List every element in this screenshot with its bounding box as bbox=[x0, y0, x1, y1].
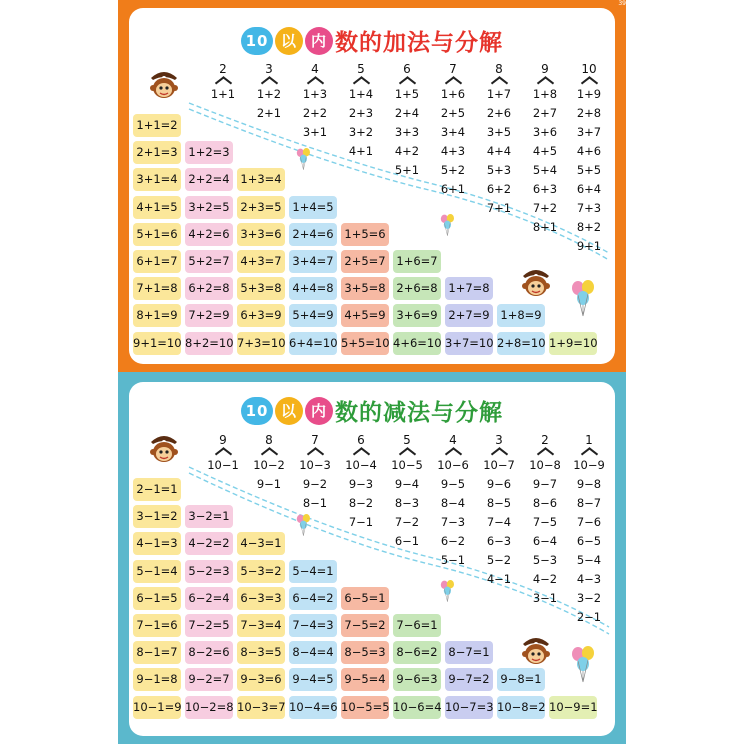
addition-poster bbox=[118, 0, 626, 372]
decomposition-item: 3+7 bbox=[576, 125, 602, 139]
equation-cell: 1+7=8 bbox=[445, 277, 493, 300]
equation-cell: 6+3=9 bbox=[237, 304, 285, 327]
decomposition-item: 2−1 bbox=[576, 610, 602, 624]
equation-cell: 4+2=6 bbox=[185, 223, 233, 246]
subtraction-sheet bbox=[129, 382, 615, 736]
subtraction-title bbox=[129, 394, 615, 427]
fork-line bbox=[249, 447, 289, 456]
decomposition-item: 4+3 bbox=[440, 144, 466, 158]
decomposition-number: 3 bbox=[265, 62, 273, 76]
decomposition-item: 7+1 bbox=[486, 201, 512, 215]
decomposition-item: 6+1 bbox=[440, 182, 466, 196]
equation-cell: 3+1=4 bbox=[133, 168, 181, 191]
title-yi-badge: 以 bbox=[275, 397, 303, 425]
equation-cell: 6+4=10 bbox=[289, 332, 337, 355]
decomposition-item: 1+6 bbox=[440, 87, 466, 101]
decomposition-item: 2+1 bbox=[256, 106, 282, 120]
title-nei-badge: 内 bbox=[305, 397, 333, 425]
decomposition-item: 2+3 bbox=[348, 106, 374, 120]
addition-sheet bbox=[129, 8, 615, 364]
equation-cell: 10−4=6 bbox=[289, 696, 337, 719]
decomposition-item: 7−5 bbox=[532, 515, 558, 529]
decomposition-number: 5 bbox=[357, 62, 365, 76]
equation-cell: 1+9=10 bbox=[549, 332, 597, 355]
equation-cell: 8+2=10 bbox=[185, 332, 233, 355]
equation-cell: 3+7=10 bbox=[445, 332, 493, 355]
equation-cell: 3−1=2 bbox=[133, 505, 181, 528]
decomposition-item: 1+1 bbox=[210, 87, 236, 101]
decomposition-item: 1+7 bbox=[486, 87, 512, 101]
equation-cell: 9−6=3 bbox=[393, 668, 441, 691]
decomposition-item: 1+2 bbox=[256, 87, 282, 101]
decomposition-column bbox=[433, 63, 473, 199]
decomposition-column bbox=[387, 434, 427, 551]
decomposition-number: 6 bbox=[357, 433, 365, 447]
equation-cell: 3+3=6 bbox=[237, 223, 285, 246]
monkey-pirate-icon bbox=[521, 266, 551, 302]
equation-cell: 4+3=7 bbox=[237, 250, 285, 273]
equation-cell: 4−1=3 bbox=[133, 532, 181, 555]
decomposition-number: 6 bbox=[403, 62, 411, 76]
equation-cell: 6+1=7 bbox=[133, 250, 181, 273]
decomposition-item: 6+3 bbox=[532, 182, 558, 196]
decomposition-column bbox=[341, 434, 381, 532]
decomposition-item: 4+1 bbox=[348, 144, 374, 158]
decomposition-item: 3+3 bbox=[394, 125, 420, 139]
equation-cell: 5+4=9 bbox=[289, 304, 337, 327]
fork-line bbox=[479, 447, 519, 456]
page-number: 39 bbox=[618, 0, 626, 7]
equation-cell: 1+2=3 bbox=[185, 141, 233, 164]
fork-line bbox=[203, 76, 243, 85]
decomposition-item: 8−2 bbox=[348, 496, 374, 510]
equation-cell: 5−1=4 bbox=[133, 560, 181, 583]
decomposition-item: 3+2 bbox=[348, 125, 374, 139]
fork-line bbox=[525, 447, 565, 456]
equation-cell: 5−3=2 bbox=[237, 560, 285, 583]
decomposition-column bbox=[295, 434, 335, 513]
decomposition-column bbox=[341, 63, 381, 161]
equation-cell: 9−3=6 bbox=[237, 668, 285, 691]
decomposition-column bbox=[249, 63, 289, 123]
decomposition-item: 1+8 bbox=[532, 87, 558, 101]
equation-cell: 10−7=3 bbox=[445, 696, 493, 719]
fork-line bbox=[341, 76, 381, 85]
decomposition-item: 9−4 bbox=[394, 477, 420, 491]
decomposition-column bbox=[569, 63, 609, 256]
decomposition-item: 3+6 bbox=[532, 125, 558, 139]
equation-cell: 6−1=5 bbox=[133, 587, 181, 610]
decomposition-number: 8 bbox=[495, 62, 503, 76]
equation-cell: 6−2=4 bbox=[185, 587, 233, 610]
equation-cell: 7−2=5 bbox=[185, 614, 233, 637]
decomposition-item: 9−2 bbox=[302, 477, 328, 491]
equation-cell: 7+1=8 bbox=[133, 277, 181, 300]
equation-cell: 10−8=2 bbox=[497, 696, 545, 719]
equation-cell: 9+1=10 bbox=[133, 332, 181, 355]
title-yi-badge: 以 bbox=[275, 27, 303, 55]
decomposition-item: 9−7 bbox=[532, 477, 558, 491]
decomposition-item: 9+1 bbox=[576, 239, 602, 253]
equation-cell: 9−4=5 bbox=[289, 668, 337, 691]
decomposition-item: 4+6 bbox=[576, 144, 602, 158]
equation-cell: 6+2=8 bbox=[185, 277, 233, 300]
equation-cell: 4+5=9 bbox=[341, 304, 389, 327]
decomposition-number: 1 bbox=[585, 433, 593, 447]
decomposition-number: 7 bbox=[311, 433, 319, 447]
decomposition-column bbox=[249, 434, 289, 494]
decomposition-number: 10 bbox=[581, 62, 597, 76]
monkey-pirate-icon bbox=[521, 634, 551, 670]
decomposition-item: 2+5 bbox=[440, 106, 466, 120]
fork-line bbox=[433, 447, 473, 456]
equation-cell: 7+2=9 bbox=[185, 304, 233, 327]
equation-cell: 8−1=7 bbox=[133, 641, 181, 664]
equation-cell: 2+8=10 bbox=[497, 332, 545, 355]
decomposition-item: 1+5 bbox=[394, 87, 420, 101]
decomposition-item: 3+4 bbox=[440, 125, 466, 139]
equation-cell: 3−2=1 bbox=[185, 505, 233, 528]
decomposition-item: 7+2 bbox=[532, 201, 558, 215]
fork-line bbox=[249, 76, 289, 85]
decomposition-column bbox=[525, 434, 565, 608]
balloons-icon bbox=[439, 213, 457, 239]
equation-cell: 1+1=2 bbox=[133, 114, 181, 137]
equation-cell: 7+3=10 bbox=[237, 332, 285, 355]
decomposition-item: 10−5 bbox=[391, 458, 423, 472]
decomposition-item: 4+2 bbox=[394, 144, 420, 158]
equation-cell: 7−3=4 bbox=[237, 614, 285, 637]
decomposition-item: 2+2 bbox=[302, 106, 328, 120]
decomposition-item: 3−2 bbox=[576, 591, 602, 605]
addition-title bbox=[129, 24, 615, 57]
monkey-pirate-icon bbox=[149, 432, 179, 468]
decomposition-item: 4−1 bbox=[486, 572, 512, 586]
equation-cell: 10−9=1 bbox=[549, 696, 597, 719]
decomposition-item: 5+2 bbox=[440, 163, 466, 177]
decomposition-item: 5+5 bbox=[576, 163, 602, 177]
fork-line bbox=[479, 76, 519, 85]
equation-cell: 2+4=6 bbox=[289, 223, 337, 246]
equation-cell: 4+1=5 bbox=[133, 196, 181, 219]
equation-cell: 5+2=7 bbox=[185, 250, 233, 273]
equation-cell: 2+6=8 bbox=[393, 277, 441, 300]
fork-line bbox=[295, 76, 335, 85]
decomposition-item: 6−3 bbox=[486, 534, 512, 548]
title-ten-badge: 10 bbox=[241, 27, 273, 55]
decomposition-number: 9 bbox=[541, 62, 549, 76]
decomposition-column bbox=[203, 63, 243, 104]
equation-cell: 2+5=7 bbox=[341, 250, 389, 273]
decomposition-item: 10−9 bbox=[573, 458, 605, 472]
equation-cell: 7−5=2 bbox=[341, 614, 389, 637]
decomposition-number: 8 bbox=[265, 433, 273, 447]
decomposition-item: 10−7 bbox=[483, 458, 515, 472]
equation-cell: 10−3=7 bbox=[237, 696, 285, 719]
decomposition-column bbox=[433, 434, 473, 570]
equation-cell: 8+1=9 bbox=[133, 304, 181, 327]
fork-line bbox=[569, 76, 609, 85]
decomposition-item: 5−2 bbox=[486, 553, 512, 567]
equation-cell: 6−5=1 bbox=[341, 587, 389, 610]
decomposition-number: 4 bbox=[449, 433, 457, 447]
decomposition-item: 7−6 bbox=[576, 515, 602, 529]
equation-cell: 4−2=2 bbox=[185, 532, 233, 555]
subtraction-poster bbox=[118, 372, 626, 744]
decomposition-item: 5−1 bbox=[440, 553, 466, 567]
decomposition-item: 8−3 bbox=[394, 496, 420, 510]
decomposition-number: 9 bbox=[219, 433, 227, 447]
fork-line bbox=[525, 76, 565, 85]
decomposition-column bbox=[203, 434, 243, 475]
decomposition-item: 8+1 bbox=[532, 220, 558, 234]
decomposition-number: 7 bbox=[449, 62, 457, 76]
decomposition-item: 1+4 bbox=[348, 87, 374, 101]
equation-cell: 3+5=8 bbox=[341, 277, 389, 300]
decomposition-number: 3 bbox=[495, 433, 503, 447]
decomposition-item: 4+5 bbox=[532, 144, 558, 158]
fork-line bbox=[569, 447, 609, 456]
decomposition-item: 5+4 bbox=[532, 163, 558, 177]
title-nei-badge: 内 bbox=[305, 27, 333, 55]
decomposition-item: 7−4 bbox=[486, 515, 512, 529]
decomposition-item: 8+2 bbox=[576, 220, 602, 234]
decomposition-number: 2 bbox=[219, 62, 227, 76]
monkey-pirate-icon bbox=[149, 68, 179, 104]
decomposition-item: 4−2 bbox=[532, 572, 558, 586]
decomposition-item: 8−7 bbox=[576, 496, 602, 510]
decomposition-number: 5 bbox=[403, 433, 411, 447]
equation-cell: 4−3=1 bbox=[237, 532, 285, 555]
equation-cell: 3+6=9 bbox=[393, 304, 441, 327]
decomposition-column bbox=[479, 434, 519, 589]
decomposition-item: 6−1 bbox=[394, 534, 420, 548]
decomposition-item: 10−4 bbox=[345, 458, 377, 472]
equation-cell: 9−5=4 bbox=[341, 668, 389, 691]
equation-cell: 6−3=3 bbox=[237, 587, 285, 610]
title-text: 数的减法与分解 bbox=[335, 400, 503, 426]
equation-cell: 6−4=2 bbox=[289, 587, 337, 610]
fork-line bbox=[387, 447, 427, 456]
decomposition-item: 8−4 bbox=[440, 496, 466, 510]
decomposition-item: 5−4 bbox=[576, 553, 602, 567]
equation-cell: 8−7=1 bbox=[445, 641, 493, 664]
decomposition-item: 8−6 bbox=[532, 496, 558, 510]
equation-cell: 1+6=7 bbox=[393, 250, 441, 273]
decomposition-number: 2 bbox=[541, 433, 549, 447]
decomposition-item: 9−3 bbox=[348, 477, 374, 491]
equation-cell: 8−6=2 bbox=[393, 641, 441, 664]
equation-cell: 9−7=2 bbox=[445, 668, 493, 691]
balloons-icon bbox=[295, 147, 313, 173]
decomposition-column bbox=[479, 63, 519, 218]
decomposition-item: 8−5 bbox=[486, 496, 512, 510]
equation-cell: 2+3=5 bbox=[237, 196, 285, 219]
equation-cell: 5−4=1 bbox=[289, 560, 337, 583]
decomposition-item: 10−6 bbox=[437, 458, 469, 472]
equation-cell: 9−2=7 bbox=[185, 668, 233, 691]
equation-cell: 10−5=5 bbox=[341, 696, 389, 719]
decomposition-item: 7−3 bbox=[440, 515, 466, 529]
equation-cell: 1+5=6 bbox=[341, 223, 389, 246]
decomposition-item: 7+3 bbox=[576, 201, 602, 215]
equation-cell: 9−1=8 bbox=[133, 668, 181, 691]
equation-cell: 3+4=7 bbox=[289, 250, 337, 273]
equation-cell: 10−1=9 bbox=[133, 696, 181, 719]
balloons-icon bbox=[569, 644, 599, 688]
decomposition-item: 10−2 bbox=[253, 458, 285, 472]
decomposition-item: 2+4 bbox=[394, 106, 420, 120]
decomposition-item: 6−5 bbox=[576, 534, 602, 548]
decomposition-item: 9−8 bbox=[576, 477, 602, 491]
decomposition-item: 6+4 bbox=[576, 182, 602, 196]
decomposition-item: 5−3 bbox=[532, 553, 558, 567]
decomposition-item: 1+9 bbox=[576, 87, 602, 101]
decomposition-item: 10−3 bbox=[299, 458, 331, 472]
equation-cell: 8−3=5 bbox=[237, 641, 285, 664]
decomposition-item: 4−3 bbox=[576, 572, 602, 586]
equation-cell: 2+7=9 bbox=[445, 304, 493, 327]
equation-cell: 7−6=1 bbox=[393, 614, 441, 637]
equation-cell: 5+1=6 bbox=[133, 223, 181, 246]
equation-cell: 5−2=3 bbox=[185, 560, 233, 583]
balloons-icon bbox=[295, 513, 313, 539]
equation-cell: 4+6=10 bbox=[393, 332, 441, 355]
equation-cell: 1+3=4 bbox=[237, 168, 285, 191]
decomposition-column bbox=[569, 434, 609, 627]
fork-line bbox=[387, 76, 427, 85]
title-text: 数的加法与分解 bbox=[335, 30, 503, 56]
equation-cell: 1+8=9 bbox=[497, 304, 545, 327]
equation-cell: 2−1=1 bbox=[133, 478, 181, 501]
equation-cell: 7−1=6 bbox=[133, 614, 181, 637]
balloons-icon bbox=[569, 278, 599, 322]
equation-cell: 7−4=3 bbox=[289, 614, 337, 637]
title-ten-badge: 10 bbox=[241, 397, 273, 425]
equation-cell: 1+4=5 bbox=[289, 196, 337, 219]
decomposition-column bbox=[525, 63, 565, 237]
equation-cell: 8−4=4 bbox=[289, 641, 337, 664]
decomposition-item: 8−1 bbox=[302, 496, 328, 510]
decomposition-item: 3+5 bbox=[486, 125, 512, 139]
decomposition-item: 2+6 bbox=[486, 106, 512, 120]
balloons-icon bbox=[439, 579, 457, 605]
decomposition-item: 5+3 bbox=[486, 163, 512, 177]
equation-cell: 10−6=4 bbox=[393, 696, 441, 719]
decomposition-number: 4 bbox=[311, 62, 319, 76]
decomposition-item: 6−4 bbox=[532, 534, 558, 548]
decomposition-item: 9−1 bbox=[256, 477, 282, 491]
decomposition-item: 2+7 bbox=[532, 106, 558, 120]
equation-cell: 4+4=8 bbox=[289, 277, 337, 300]
equation-cell: 9−8=1 bbox=[497, 668, 545, 691]
decomposition-item: 3−1 bbox=[532, 591, 558, 605]
fork-line bbox=[295, 447, 335, 456]
equation-cell: 3+2=5 bbox=[185, 196, 233, 219]
decomposition-item: 7−1 bbox=[348, 515, 374, 529]
fork-line bbox=[433, 76, 473, 85]
equation-cell: 5+3=8 bbox=[237, 277, 285, 300]
equation-cell: 8−5=3 bbox=[341, 641, 389, 664]
decomposition-item: 6+2 bbox=[486, 182, 512, 196]
decomposition-item: 9−6 bbox=[486, 477, 512, 491]
decomposition-column bbox=[295, 63, 335, 142]
equation-cell: 5+5=10 bbox=[341, 332, 389, 355]
equation-cell: 2+1=3 bbox=[133, 141, 181, 164]
decomposition-item: 9−5 bbox=[440, 477, 466, 491]
equation-cell: 10−2=8 bbox=[185, 696, 233, 719]
fork-line bbox=[203, 447, 243, 456]
decomposition-item: 1+3 bbox=[302, 87, 328, 101]
decomposition-item: 10−1 bbox=[207, 458, 239, 472]
equation-cell: 2+2=4 bbox=[185, 168, 233, 191]
decomposition-item: 2+8 bbox=[576, 106, 602, 120]
fork-line bbox=[341, 447, 381, 456]
decomposition-item: 4+4 bbox=[486, 144, 512, 158]
decomposition-item: 3+1 bbox=[302, 125, 328, 139]
decomposition-column bbox=[387, 63, 427, 180]
decomposition-item: 10−8 bbox=[529, 458, 561, 472]
equation-cell: 8−2=6 bbox=[185, 641, 233, 664]
decomposition-item: 5+1 bbox=[394, 163, 420, 177]
decomposition-item: 7−2 bbox=[394, 515, 420, 529]
decomposition-item: 6−2 bbox=[440, 534, 466, 548]
